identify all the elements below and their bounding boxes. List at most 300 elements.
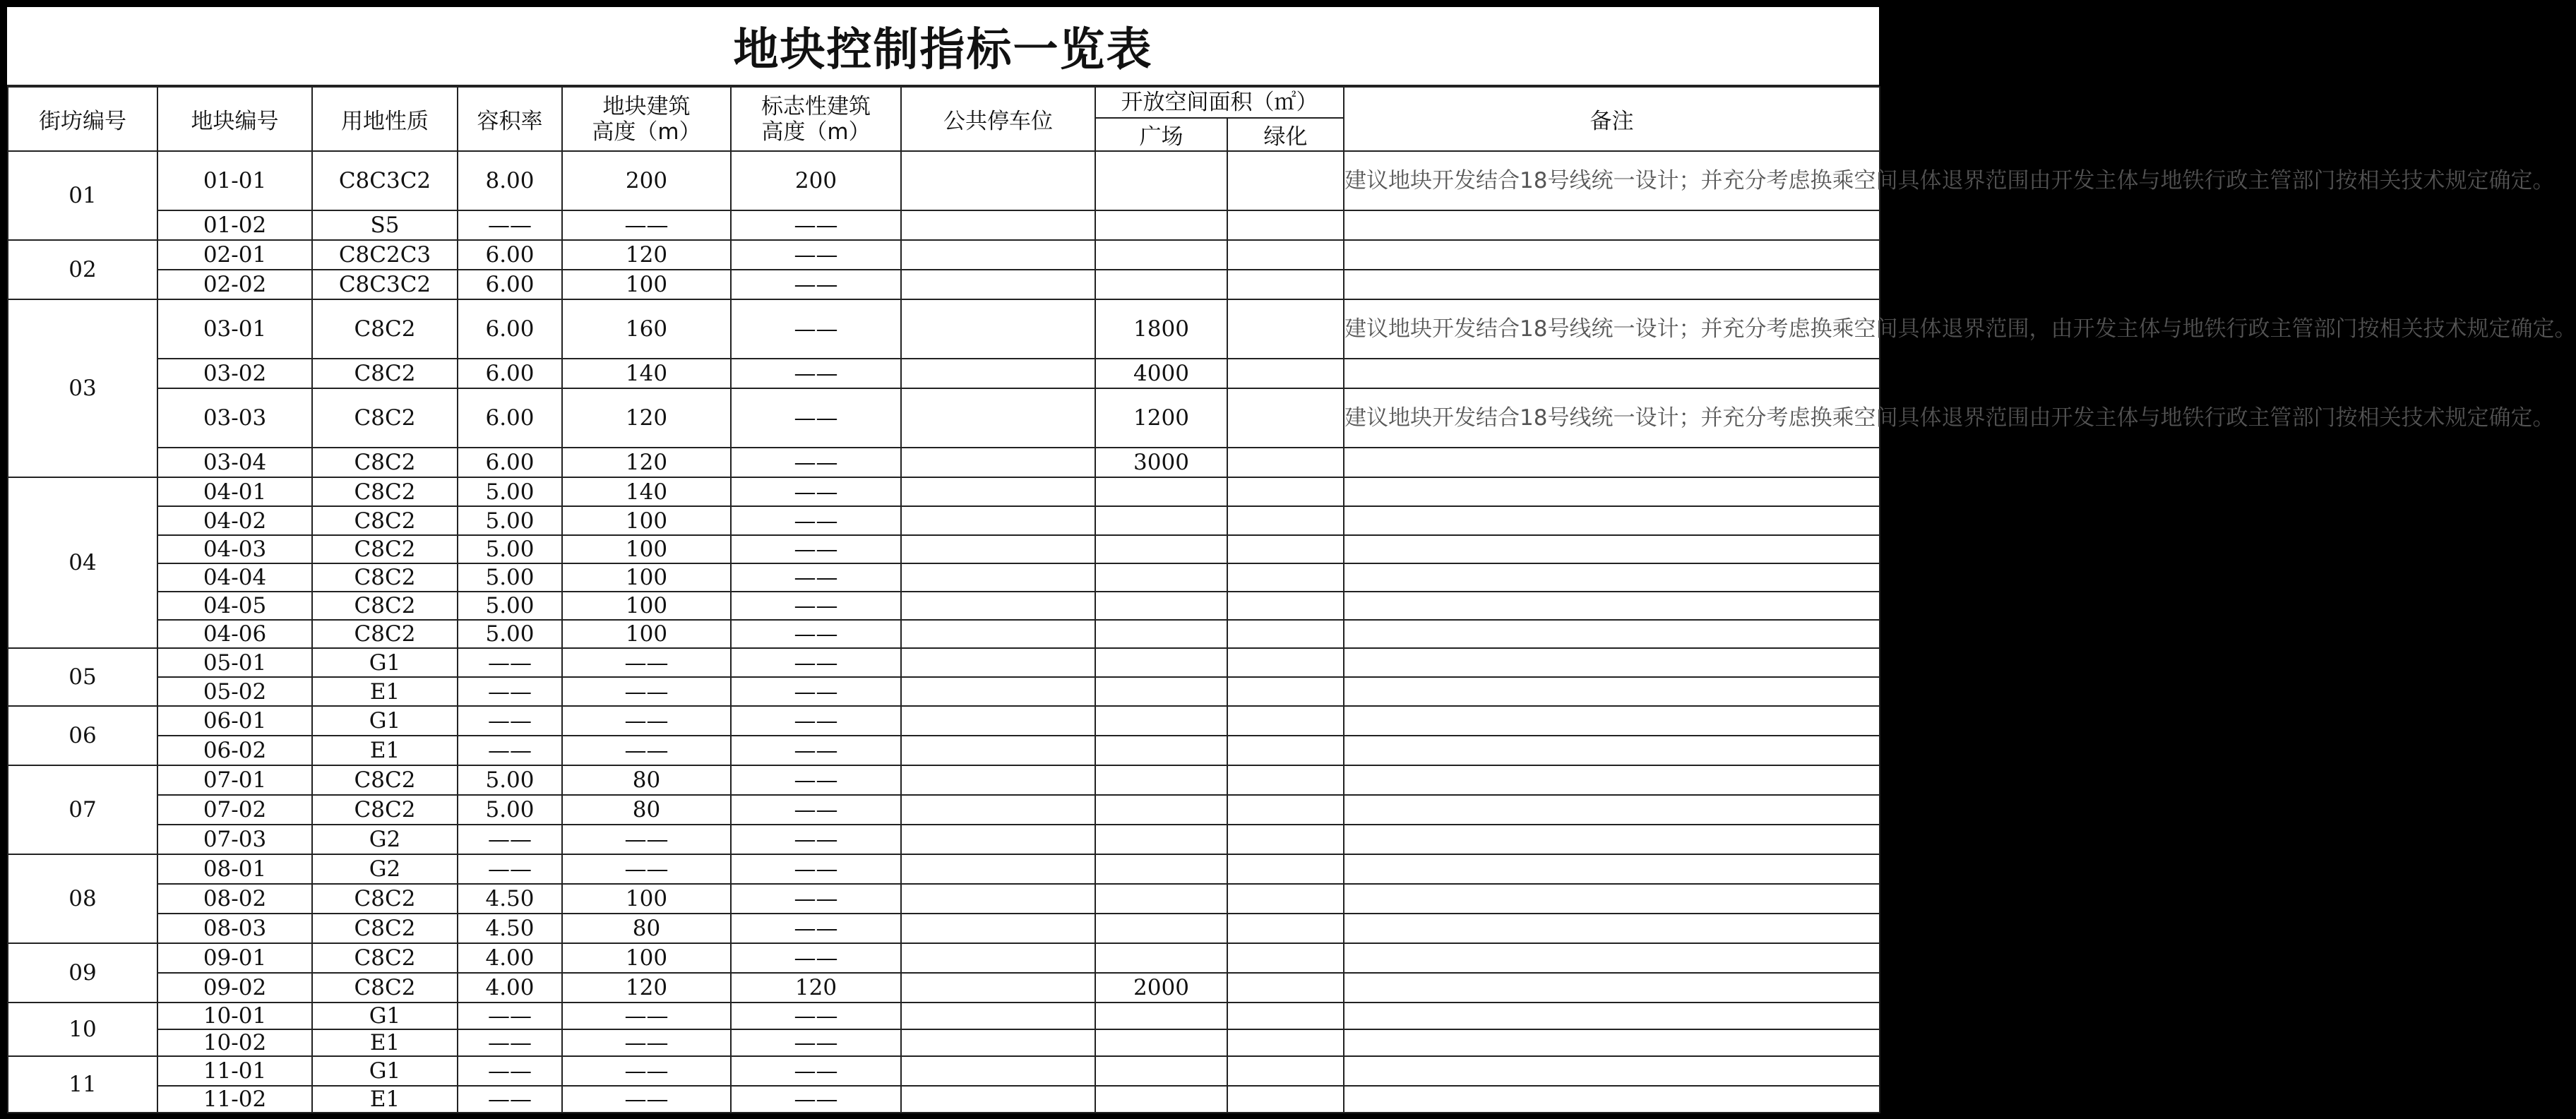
header-public-parking: 公共停车位 — [901, 87, 1095, 151]
cell-plot-no: 08-01 — [157, 854, 312, 884]
cell-plot-no: 05-01 — [157, 648, 312, 677]
cell-remarks: 建议地块开发结合18号线统一设计；并充分考虑换乘空间具体退界范围由开发主体与地铁行政主管部门按相关技术规定确定。 — [1344, 151, 1880, 210]
cell-green-area — [1227, 973, 1344, 1003]
cell-land-use: C8C2 — [312, 943, 458, 973]
cell-land-use: C8C2 — [312, 563, 458, 592]
cell-plot-no: 07-03 — [157, 825, 312, 854]
cell-green-area — [1227, 240, 1344, 270]
cell-landmark-height: —— — [731, 270, 901, 299]
cell-far: —— — [458, 1029, 562, 1056]
header-far: 容积率 — [458, 87, 562, 151]
cell-land-use: C8C2 — [312, 299, 458, 359]
cell-remarks — [1344, 448, 1880, 477]
spreadsheet-sheet — [7, 7, 2576, 1112]
cell-building-height: 100 — [562, 506, 731, 535]
cell-far: 4.50 — [458, 914, 562, 943]
header-landmark-height-line1: 标志性建筑 — [761, 93, 871, 119]
cell-landmark-height: 120 — [731, 973, 901, 1003]
cell-remarks — [1344, 592, 1880, 620]
cell-building-height: —— — [562, 736, 731, 765]
cell-plaza-area — [1095, 535, 1227, 563]
cell-landmark-height: 200 — [731, 151, 901, 210]
cell-green-area — [1227, 448, 1344, 477]
cell-land-use: C8C2 — [312, 359, 458, 388]
cell-far: —— — [458, 1056, 562, 1086]
cell-block-no: 10 — [8, 1003, 157, 1056]
header-landmark-height — [731, 87, 901, 151]
cell-green-area — [1227, 677, 1344, 706]
cell-far: 8.00 — [458, 151, 562, 210]
cell-plot-no: 01-02 — [157, 210, 312, 240]
cell-far: —— — [458, 648, 562, 677]
cell-far: 5.00 — [458, 765, 562, 795]
cell-landmark-height: —— — [731, 592, 901, 620]
table-row — [8, 240, 1880, 270]
cell-landmark-height: —— — [731, 736, 901, 765]
cell-building-height: 200 — [562, 151, 731, 210]
cell-block-no: 04 — [8, 477, 157, 648]
cell-far: 6.00 — [458, 270, 562, 299]
cell-plaza-area — [1095, 151, 1227, 210]
cell-green-area — [1227, 825, 1344, 854]
cell-far: 6.00 — [458, 448, 562, 477]
header-block-no: 街坊编号 — [8, 87, 157, 151]
cell-remarks — [1344, 1029, 1880, 1056]
cell-landmark-height: —— — [731, 825, 901, 854]
cell-public-parking — [901, 620, 1095, 648]
cell-remarks — [1344, 854, 1880, 884]
cell-green-area — [1227, 736, 1344, 765]
cell-landmark-height: —— — [731, 1056, 901, 1086]
cell-public-parking — [901, 388, 1095, 448]
cell-public-parking — [901, 359, 1095, 388]
cell-plot-no: 10-01 — [157, 1003, 312, 1029]
cell-plot-no: 06-02 — [157, 736, 312, 765]
table-row — [8, 648, 1880, 677]
table-row — [8, 795, 1880, 825]
table-row — [8, 825, 1880, 854]
cell-plaza-area — [1095, 270, 1227, 299]
cell-landmark-height: —— — [731, 477, 901, 506]
cell-far: —— — [458, 854, 562, 884]
table-row — [8, 299, 1880, 359]
table-row — [8, 359, 1880, 388]
cell-building-height: 100 — [562, 270, 731, 299]
cell-remarks — [1344, 677, 1880, 706]
cell-landmark-height: —— — [731, 388, 901, 448]
cell-plaza-area — [1095, 1029, 1227, 1056]
cell-plaza-area: 1800 — [1095, 299, 1227, 359]
cell-public-parking — [901, 299, 1095, 359]
cell-land-use: C8C2 — [312, 477, 458, 506]
cell-public-parking — [901, 270, 1095, 299]
cell-far: 6.00 — [458, 388, 562, 448]
cell-plot-no: 05-02 — [157, 677, 312, 706]
cell-plaza-area — [1095, 592, 1227, 620]
cell-remarks — [1344, 914, 1880, 943]
cell-plaza-area — [1095, 506, 1227, 535]
cell-landmark-height: —— — [731, 1029, 901, 1056]
cell-plaza-area: 2000 — [1095, 973, 1227, 1003]
cell-far: —— — [458, 706, 562, 736]
header-plot-no: 地块编号 — [157, 87, 312, 151]
cell-building-height: —— — [562, 677, 731, 706]
cell-landmark-height: —— — [731, 448, 901, 477]
cell-green-area — [1227, 1086, 1344, 1113]
cell-public-parking — [901, 506, 1095, 535]
table-row — [8, 1056, 1880, 1086]
cell-green-area — [1227, 592, 1344, 620]
cell-plaza-area — [1095, 825, 1227, 854]
cell-green-area — [1227, 359, 1344, 388]
cell-public-parking — [901, 151, 1095, 210]
cell-plot-no: 08-02 — [157, 884, 312, 914]
cell-remarks — [1344, 884, 1880, 914]
cell-far: —— — [458, 677, 562, 706]
cell-landmark-height: —— — [731, 210, 901, 240]
cell-landmark-height: —— — [731, 914, 901, 943]
cell-building-height: —— — [562, 648, 731, 677]
cell-building-height: 100 — [562, 563, 731, 592]
table-row — [8, 448, 1880, 477]
table-row — [8, 535, 1880, 563]
cell-landmark-height: —— — [731, 765, 901, 795]
table-row — [8, 706, 1880, 736]
cell-public-parking — [901, 535, 1095, 563]
cell-land-use: G1 — [312, 648, 458, 677]
cell-plaza-area — [1095, 477, 1227, 506]
cell-building-height: 100 — [562, 943, 731, 973]
cell-plot-no: 10-02 — [157, 1029, 312, 1056]
cell-landmark-height: —— — [731, 359, 901, 388]
table-row — [8, 1086, 1880, 1113]
table-row — [8, 765, 1880, 795]
cell-green-area — [1227, 648, 1344, 677]
table-row — [8, 506, 1880, 535]
cell-land-use: G2 — [312, 825, 458, 854]
cell-plaza-area — [1095, 884, 1227, 914]
header-open-space: 开放空间面积（㎡） — [1095, 87, 1344, 118]
header-green: 绿化 — [1227, 118, 1344, 151]
cell-remarks — [1344, 477, 1880, 506]
cell-land-use: G2 — [312, 854, 458, 884]
cell-plaza-area: 3000 — [1095, 448, 1227, 477]
cell-public-parking — [901, 854, 1095, 884]
table-row — [8, 973, 1880, 1003]
cell-block-no: 09 — [8, 943, 157, 1003]
cell-plot-no: 03-01 — [157, 299, 312, 359]
cell-land-use: S5 — [312, 210, 458, 240]
cell-public-parking — [901, 1056, 1095, 1086]
cell-remarks — [1344, 706, 1880, 736]
cell-far: 6.00 — [458, 299, 562, 359]
cell-plot-no: 09-02 — [157, 973, 312, 1003]
table-row — [8, 914, 1880, 943]
cell-plot-no: 09-01 — [157, 943, 312, 973]
table-row — [8, 270, 1880, 299]
cell-remarks — [1344, 270, 1880, 299]
cell-green-area — [1227, 914, 1344, 943]
cell-green-area — [1227, 706, 1344, 736]
cell-plot-no: 04-02 — [157, 506, 312, 535]
cell-far: 5.00 — [458, 795, 562, 825]
cell-landmark-height: —— — [731, 943, 901, 973]
cell-building-height: 100 — [562, 592, 731, 620]
cell-block-no: 05 — [8, 648, 157, 706]
cell-plaza-area — [1095, 1056, 1227, 1086]
cell-plaza-area — [1095, 765, 1227, 795]
cell-land-use: C8C3C2 — [312, 270, 458, 299]
table-row — [8, 854, 1880, 884]
cell-public-parking — [901, 477, 1095, 506]
cell-block-no: 08 — [8, 854, 157, 943]
header-building-height — [562, 87, 731, 151]
cell-far: 5.00 — [458, 592, 562, 620]
cell-public-parking — [901, 210, 1095, 240]
cell-building-height: 100 — [562, 535, 731, 563]
table-row — [8, 736, 1880, 765]
table-row — [8, 884, 1880, 914]
cell-public-parking — [901, 648, 1095, 677]
cell-plot-no: 04-06 — [157, 620, 312, 648]
cell-public-parking — [901, 795, 1095, 825]
cell-green-area — [1227, 1056, 1344, 1086]
cell-far: 5.00 — [458, 563, 562, 592]
cell-green-area — [1227, 943, 1344, 973]
cell-plot-no: 01-01 — [157, 151, 312, 210]
cell-plaza-area — [1095, 706, 1227, 736]
cell-building-height: 100 — [562, 620, 731, 648]
cell-public-parking — [901, 448, 1095, 477]
cell-landmark-height: —— — [731, 1003, 901, 1029]
cell-plaza-area — [1095, 648, 1227, 677]
cell-public-parking — [901, 1003, 1095, 1029]
cell-remarks — [1344, 1003, 1880, 1029]
cell-land-use: C8C2 — [312, 592, 458, 620]
cell-plot-no: 03-04 — [157, 448, 312, 477]
cell-plot-no: 03-03 — [157, 388, 312, 448]
cell-plot-no: 11-01 — [157, 1056, 312, 1086]
cell-plot-no: 11-02 — [157, 1086, 312, 1113]
cell-remarks — [1344, 506, 1880, 535]
cell-green-area — [1227, 1029, 1344, 1056]
header-building-height-line1: 地块建筑 — [602, 93, 691, 119]
cell-public-parking — [901, 736, 1095, 765]
cell-land-use: G1 — [312, 1056, 458, 1086]
page-title: 地块控制指标一览表 — [7, 7, 1879, 86]
cell-remarks — [1344, 359, 1880, 388]
cell-landmark-height: —— — [731, 299, 901, 359]
cell-far: 4.50 — [458, 884, 562, 914]
cell-building-height: —— — [562, 1056, 731, 1086]
cell-public-parking — [901, 592, 1095, 620]
cell-remarks — [1344, 825, 1880, 854]
cell-landmark-height: —— — [731, 1086, 901, 1113]
cell-remarks — [1344, 1056, 1880, 1086]
cell-remarks — [1344, 943, 1880, 973]
cell-land-use: C8C2 — [312, 973, 458, 1003]
table-row — [8, 943, 1880, 973]
table-row — [8, 210, 1880, 240]
cell-public-parking — [901, 240, 1095, 270]
cell-public-parking — [901, 914, 1095, 943]
cell-green-area — [1227, 151, 1344, 210]
cell-plaza-area — [1095, 914, 1227, 943]
cell-plaza-area — [1095, 943, 1227, 973]
cell-far: 5.00 — [458, 620, 562, 648]
table-row — [8, 620, 1880, 648]
table-row — [8, 477, 1880, 506]
cell-plaza-area — [1095, 210, 1227, 240]
cell-building-height: 80 — [562, 914, 731, 943]
cell-building-height: 80 — [562, 765, 731, 795]
cell-public-parking — [901, 563, 1095, 592]
cell-block-no: 02 — [8, 240, 157, 299]
cell-block-no: 06 — [8, 706, 157, 765]
cell-building-height: —— — [562, 825, 731, 854]
cell-plot-no: 03-02 — [157, 359, 312, 388]
cell-public-parking — [901, 943, 1095, 973]
cell-plaza-area — [1095, 795, 1227, 825]
cell-plot-no: 04-05 — [157, 592, 312, 620]
cell-landmark-height: —— — [731, 795, 901, 825]
cell-remarks — [1344, 563, 1880, 592]
cell-land-use: C8C2 — [312, 448, 458, 477]
cell-remarks — [1344, 648, 1880, 677]
cell-green-area — [1227, 506, 1344, 535]
cell-land-use: C8C2 — [312, 388, 458, 448]
cell-green-area — [1227, 765, 1344, 795]
cell-remarks: 建议地块开发结合18号线统一设计；并充分考虑换乘空间具体退界范围，由开发主体与地铁行政主管部门按相关技术规定确定。 — [1344, 299, 1880, 359]
cell-land-use: E1 — [312, 736, 458, 765]
cell-building-height: —— — [562, 1029, 731, 1056]
cell-block-no: 11 — [8, 1056, 157, 1113]
cell-land-use: E1 — [312, 1029, 458, 1056]
table-row — [8, 151, 1880, 210]
cell-plot-no: 02-01 — [157, 240, 312, 270]
cell-far: 5.00 — [458, 506, 562, 535]
cell-land-use: C8C2C3 — [312, 240, 458, 270]
cell-far: 6.00 — [458, 240, 562, 270]
cell-building-height: 160 — [562, 299, 731, 359]
cell-building-height: —— — [562, 706, 731, 736]
cell-plaza-area — [1095, 1086, 1227, 1113]
cell-building-height: 120 — [562, 240, 731, 270]
cell-building-height: —— — [562, 1003, 731, 1029]
cell-green-area — [1227, 388, 1344, 448]
cell-remarks — [1344, 620, 1880, 648]
cell-block-no: 07 — [8, 765, 157, 854]
cell-plaza-area — [1095, 240, 1227, 270]
cell-plaza-area: 1200 — [1095, 388, 1227, 448]
cell-building-height: 120 — [562, 448, 731, 477]
cell-public-parking — [901, 706, 1095, 736]
table-row — [8, 1003, 1880, 1029]
cell-green-area — [1227, 795, 1344, 825]
cell-far: 5.00 — [458, 535, 562, 563]
cell-land-use: C8C2 — [312, 795, 458, 825]
cell-remarks — [1344, 765, 1880, 795]
cell-land-use: C8C2 — [312, 914, 458, 943]
cell-building-height: —— — [562, 210, 731, 240]
cell-far: —— — [458, 825, 562, 854]
header-land-use: 用地性质 — [312, 87, 458, 151]
cell-far: 4.00 — [458, 943, 562, 973]
cell-far: —— — [458, 1003, 562, 1029]
cell-plaza-area — [1095, 854, 1227, 884]
cell-plot-no: 07-02 — [157, 795, 312, 825]
cell-land-use: E1 — [312, 677, 458, 706]
cell-remarks — [1344, 1086, 1880, 1113]
cell-green-area — [1227, 270, 1344, 299]
cell-remarks — [1344, 210, 1880, 240]
cell-remarks: 建议地块开发结合18号线统一设计；并充分考虑换乘空间具体退界范围由开发主体与地铁行政主管部门按相关技术规定确定。 — [1344, 388, 1880, 448]
table-row — [8, 563, 1880, 592]
cell-plot-no: 07-01 — [157, 765, 312, 795]
cell-plot-no: 04-01 — [157, 477, 312, 506]
cell-plot-no: 06-01 — [157, 706, 312, 736]
cell-green-area — [1227, 884, 1344, 914]
cell-public-parking — [901, 884, 1095, 914]
cell-green-area — [1227, 563, 1344, 592]
cell-land-use: C8C2 — [312, 506, 458, 535]
cell-far: —— — [458, 210, 562, 240]
cell-green-area — [1227, 299, 1344, 359]
cell-landmark-height: —— — [731, 620, 901, 648]
cell-building-height: —— — [562, 1086, 731, 1113]
cell-plaza-area — [1095, 563, 1227, 592]
cell-public-parking — [901, 677, 1095, 706]
cell-public-parking — [901, 1029, 1095, 1056]
cell-landmark-height: —— — [731, 884, 901, 914]
cell-public-parking — [901, 973, 1095, 1003]
cell-land-use: C8C2 — [312, 765, 458, 795]
header-building-height-line2: 高度（m） — [592, 119, 701, 145]
cell-building-height: 80 — [562, 795, 731, 825]
cell-land-use: C8C2 — [312, 620, 458, 648]
cell-land-use: G1 — [312, 1003, 458, 1029]
cell-green-area — [1227, 535, 1344, 563]
cell-plaza-area — [1095, 677, 1227, 706]
cell-green-area — [1227, 477, 1344, 506]
cell-building-height: 120 — [562, 388, 731, 448]
cell-landmark-height: —— — [731, 535, 901, 563]
cell-plot-no: 04-04 — [157, 563, 312, 592]
header-remarks: 备注 — [1344, 87, 1880, 151]
cell-green-area — [1227, 854, 1344, 884]
cell-landmark-height: —— — [731, 648, 901, 677]
header-landmark-height-line2: 高度（m） — [761, 119, 871, 145]
cell-far: 5.00 — [458, 477, 562, 506]
cell-plaza-area — [1095, 620, 1227, 648]
cell-building-height: 140 — [562, 359, 731, 388]
cell-remarks — [1344, 240, 1880, 270]
cell-green-area — [1227, 620, 1344, 648]
cell-plaza-area: 4000 — [1095, 359, 1227, 388]
cell-landmark-height: —— — [731, 506, 901, 535]
cell-green-area — [1227, 1003, 1344, 1029]
cell-block-no: 03 — [8, 299, 157, 477]
cell-plaza-area — [1095, 736, 1227, 765]
table-body — [8, 151, 2576, 1113]
cell-plot-no: 02-02 — [157, 270, 312, 299]
cell-plot-no: 04-03 — [157, 535, 312, 563]
cell-land-use: G1 — [312, 706, 458, 736]
header-plaza: 广场 — [1095, 118, 1227, 151]
cell-far: 4.00 — [458, 973, 562, 1003]
cell-public-parking — [901, 1086, 1095, 1113]
cell-landmark-height: —— — [731, 677, 901, 706]
